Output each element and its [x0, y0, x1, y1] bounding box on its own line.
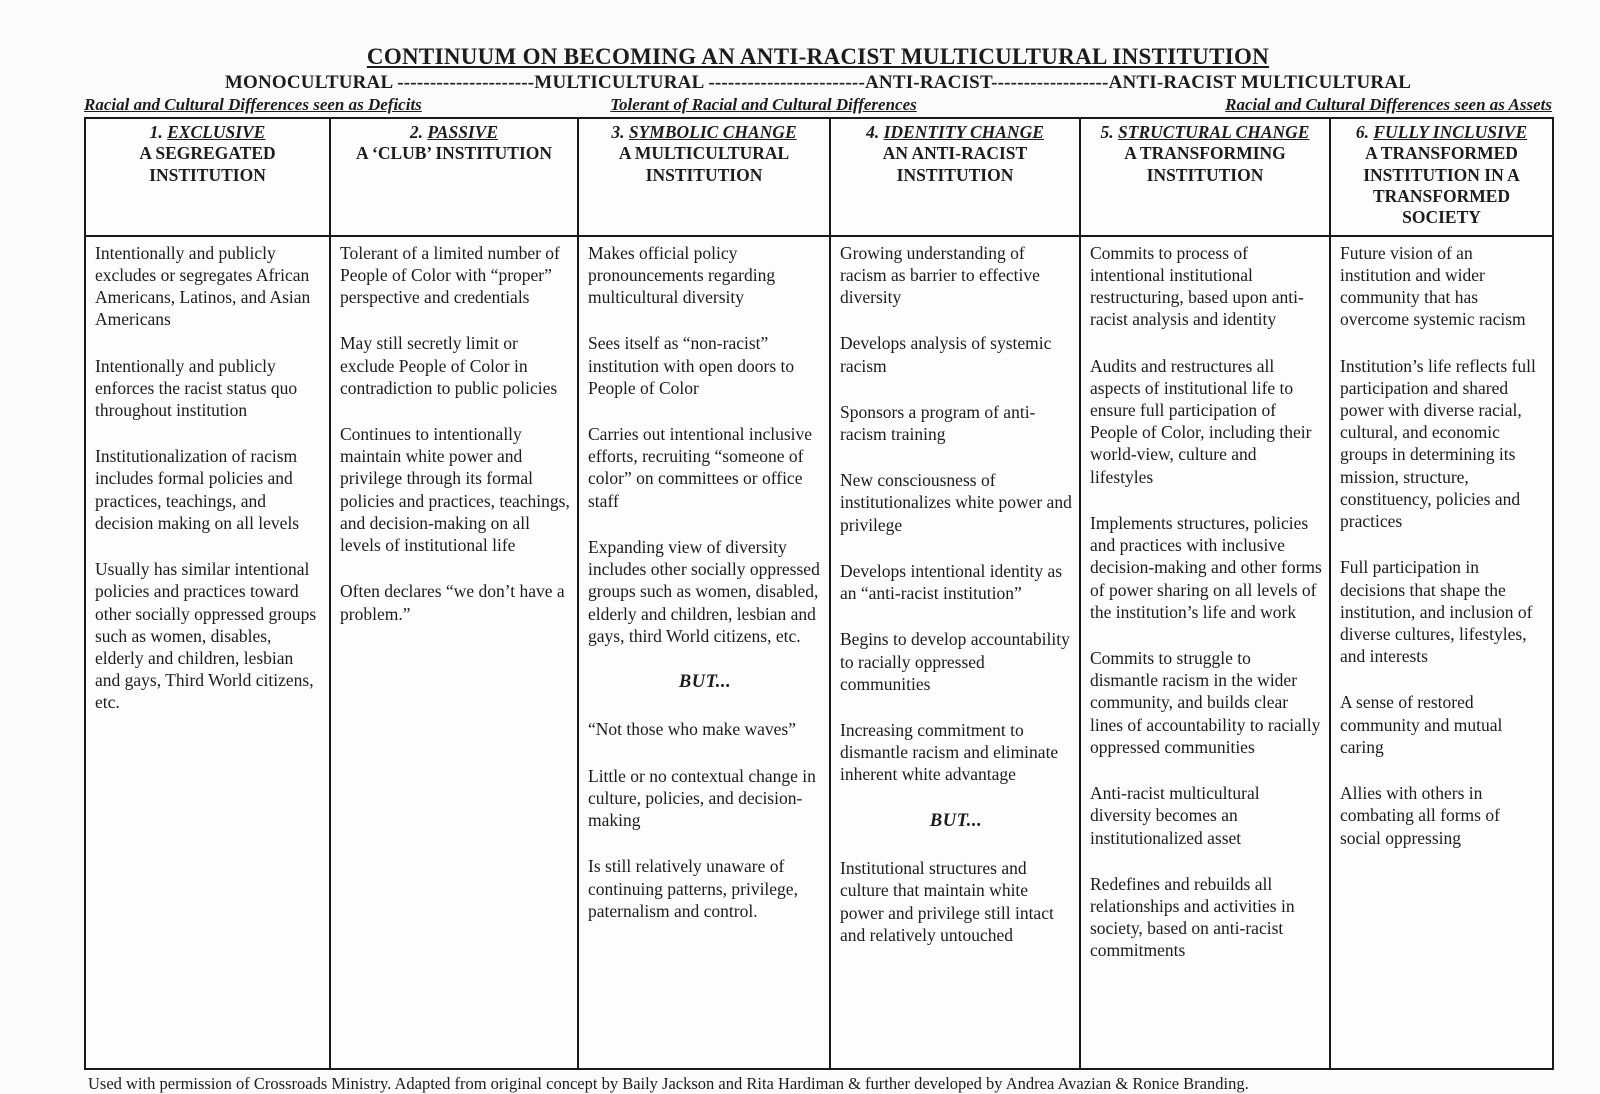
cell-paragraph: Allies with others in combating all forms of social oppressing	[1340, 783, 1500, 848]
cell-paragraph: Institutional structures and culture that maintain white power and privilege still intact and relatively untouched	[840, 858, 1054, 945]
cell-paragraph: Implements structures, policies and practices with inclusive decision-making and other forms of power sharing on all levels of the institution’s life and work	[1090, 512, 1322, 622]
stage-title	[90, 122, 325, 143]
stage-number: 4.	[866, 122, 884, 142]
stage-name: IDENTITY CHANGE	[883, 122, 1044, 142]
cell-paragraph: Continues to intentionally maintain white power and privilege through its formal policies and practices, teachings, and decision-making on all levels of institutional life	[340, 424, 570, 556]
stage-subtitle: A ‘CLUB’ INSTITUTION	[355, 143, 553, 164]
stage-title	[1335, 122, 1548, 143]
stage-number: 6.	[1355, 122, 1374, 142]
cell-paragraph: Usually has similar intentional policies and practices toward other socially oppressed groups such as women, disables, elderly and children, lesbian and gays, Third World citizens, etc.	[95, 559, 317, 713]
cell-paragraph: A sense of restored community and mutual caring	[1340, 692, 1503, 757]
stage-number: 1.	[149, 122, 168, 142]
cell-paragraph: Develops analysis of systemic racism	[840, 333, 1052, 376]
stage-name: PASSIVE	[427, 122, 499, 142]
document-content	[84, 44, 1552, 1094]
but-divider: BUT...	[929, 810, 983, 831]
continuum-scale-line: MONOCULTURAL ---------------------MULTICULTURAL ------------------------ANTI-RACIST------------------ANTI-RACIST MULTICULTURAL	[224, 72, 1412, 93]
stage-number: 3.	[611, 122, 629, 142]
cell-paragraph: Begins to develop accountability to racially oppressed communities	[840, 629, 1070, 694]
cell-paragraph: New consciousness of institutionalizes white power and privilege	[840, 470, 1072, 535]
cell-paragraph: Full participation in decisions that shape the institution, and inclusion of diverse cultures, lifestyles, and interests	[1340, 557, 1533, 667]
stage-title	[335, 122, 573, 143]
qualifier-assets: Racial and Cultural Differences seen as Assets	[1225, 95, 1552, 114]
cell-paragraph: Often declares “we don’t have a problem.”	[340, 581, 565, 624]
but-divider: BUT...	[678, 672, 732, 692]
stage-cell-2	[330, 236, 578, 1069]
cell-paragraph: “Not those who make waves”	[588, 719, 796, 740]
stage-subtitle: A TRANSFORMED INSTITUTION IN A TRANSFORMED SOCIETY	[1363, 143, 1520, 228]
cell-paragraph: Intentionally and publicly enforces the racist status quo throughout institution	[95, 355, 298, 421]
cell-paragraph: Institution’s life reflects full participation and shared power with diverse racial, cultural, and economic groups in determining its mission, structure, constituency, policies and practices	[1340, 355, 1536, 532]
cell-paragraph: Little or no contextual change in culture, policies, and decision-making	[588, 765, 816, 831]
stage-title	[1085, 122, 1325, 143]
cell-paragraph: Sees itself as “non-racist” institution with open doors to People of Color	[588, 333, 795, 398]
stage-number: 5.	[1100, 122, 1119, 142]
qualifier-row	[84, 95, 1552, 115]
qualifier-deficits: Racial and Cultural Differences seen as Deficits	[84, 95, 422, 114]
table-header-row	[85, 118, 1553, 236]
cell-paragraph: Intentionally and publicly excludes or segregates African Americans, Latinos, and Asian Americans	[95, 242, 311, 330]
stage-subtitle: A MULTICULTURAL INSTITUTION	[618, 143, 790, 185]
stage-name: EXCLUSIVE	[167, 122, 266, 142]
cell-paragraph: Commits to struggle to dismantle racism in the wider community, and builds clear lines of accountability to racially oppressed communities	[1090, 648, 1321, 757]
stage-title	[583, 122, 825, 143]
stage-name: SYMBOLIC CHANGE	[628, 122, 797, 142]
table-body-row	[85, 236, 1553, 1069]
cell-paragraph: Carries out intentional inclusive efforts, recruiting “someone of color” on committees or office staff	[588, 424, 813, 511]
stage-title	[835, 122, 1075, 143]
stage-number: 2.	[409, 122, 428, 142]
cell-paragraph: Develops intentional identity as an “anti-racist institution”	[840, 560, 1063, 604]
stage-subtitle: AN ANTI-RACIST INSTITUTION	[882, 143, 1028, 185]
qualifier-tolerant: Tolerant of Racial and Cultural Differences	[610, 95, 917, 114]
cell-paragraph: Growing understanding of racism as barrier to effective diversity	[840, 242, 1040, 308]
column-header-6	[1330, 118, 1553, 236]
cell-paragraph: Sponsors a program of anti-racism training	[840, 401, 1036, 445]
stage-cell-4	[830, 236, 1080, 1069]
cell-paragraph: Expanding view of diversity includes other socially oppressed groups such as women, disabled, elderly and children, lesbian and gays, third World citizens, etc.	[588, 536, 820, 646]
stage-cell-5	[1080, 236, 1330, 1069]
cell-paragraph: Institutionalization of racism includes formal policies and practices, teachings, and decision making on all levels	[95, 446, 300, 533]
column-header-1	[85, 118, 330, 236]
column-header-4	[830, 118, 1080, 236]
cell-paragraph: Audits and restructures all aspects of institutional life to ensure full participation of People of Color, including their world-view, culture and lifestyles	[1090, 355, 1312, 487]
cell-paragraph: Future vision of an institution and wider community that has overcome systemic racism	[1340, 242, 1526, 330]
stage-name: FULLY INCLUSIVE	[1373, 122, 1528, 142]
cell-paragraph: Makes official policy pronouncements regarding multicultural diversity	[588, 242, 776, 308]
stage-cell-1	[85, 236, 330, 1069]
attribution-note: Used with permission of Crossroads Ministry. Adapted from original concept by Baily Jackson and Rita Hardiman & further developed by Andrea Avazian & Ronice Branding.	[88, 1073, 1249, 1093]
cell-paragraph: Increasing commitment to dismantle racism and eliminate inherent white advantage	[840, 720, 1059, 785]
stage-name: STRUCTURAL CHANGE	[1118, 122, 1310, 142]
cell-paragraph: Anti-racist multicultural diversity becomes an institutionalized asset	[1090, 783, 1260, 848]
stage-cell-6	[1330, 236, 1553, 1069]
column-header-3	[578, 118, 830, 236]
cell-paragraph: Tolerant of a limited number of People of Color with “proper” perspective and credentials	[340, 242, 560, 308]
continuum-table	[84, 117, 1554, 1070]
cell-paragraph: Commits to process of intentional institutional restructuring, based upon anti-racist analysis and identity	[1090, 242, 1304, 330]
column-header-5	[1080, 118, 1330, 236]
document-title: CONTINUUM ON BECOMING AN ANTI-RACIST MULTICULTURAL INSTITUTION	[366, 44, 1270, 69]
stage-cell-3	[578, 236, 830, 1069]
cell-paragraph: May still secretly limit or exclude People of Color in contradiction to public policies	[340, 333, 558, 398]
cell-paragraph: Is still relatively unaware of continuing patterns, privilege, paternalism and control.	[588, 856, 798, 921]
stage-subtitle: A SEGREGATED INSTITUTION	[139, 143, 276, 185]
cell-paragraph: Redefines and rebuilds all relationships and activities in society, based on anti-racist commitments	[1090, 873, 1295, 961]
column-header-2	[330, 118, 578, 236]
stage-subtitle: A TRANSFORMING INSTITUTION	[1124, 143, 1286, 185]
